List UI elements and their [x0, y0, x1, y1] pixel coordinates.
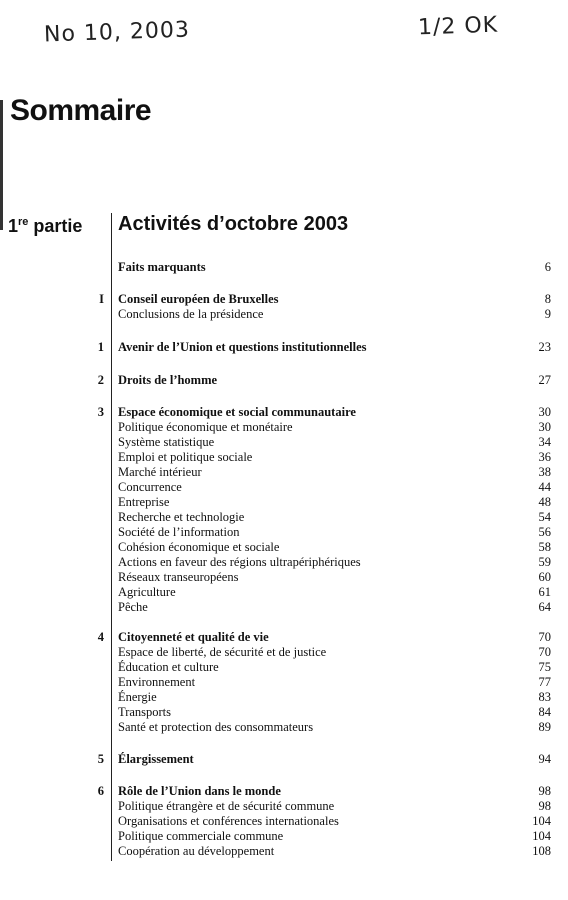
toc-section-heading[interactable]	[0, 259, 568, 275]
toc-entry[interactable]	[0, 645, 568, 660]
toc-entry-label: Environnement	[118, 675, 196, 689]
section-page-number: 8	[544, 292, 551, 306]
toc-entry-page-number: 34	[538, 435, 551, 449]
toc-entry[interactable]	[0, 814, 568, 829]
toc-entry-page-number: 77	[538, 675, 551, 689]
toc-section	[0, 372, 568, 388]
section-title: Espace économique et social communautaire	[118, 405, 356, 419]
toc-entry[interactable]	[0, 540, 568, 555]
section-number: 6	[97, 784, 104, 798]
toc-entry-label: Société de l’information	[118, 525, 240, 539]
toc-entry[interactable]	[0, 660, 568, 675]
section-page-number: 27	[538, 373, 551, 387]
toc-entry-page-number: 56	[538, 525, 551, 539]
toc-entry-label: Pêche	[118, 600, 148, 614]
toc-entry[interactable]	[0, 690, 568, 705]
toc-entry-page-number: 89	[538, 720, 551, 734]
toc-entry-page-number: 38	[538, 465, 551, 479]
toc-entry[interactable]	[0, 585, 568, 600]
toc-entry-page-number: 104	[532, 829, 551, 843]
toc-entry-page-number: 84	[538, 705, 551, 719]
toc-entry-label: Agriculture	[118, 585, 176, 599]
toc-entry[interactable]	[0, 600, 568, 615]
scan-edge-line	[0, 100, 3, 230]
toc-entry[interactable]	[0, 829, 568, 844]
toc-entry-label: Emploi et politique sociale	[118, 450, 253, 464]
toc-entry[interactable]	[0, 570, 568, 585]
toc-entry-page-number: 30	[538, 420, 551, 434]
toc-entry[interactable]	[0, 465, 568, 480]
toc-entry-page-number: 61	[538, 585, 551, 599]
toc-entry-page-number: 9	[544, 307, 551, 321]
toc-entry-label: Espace de liberté, de sécurité et de justice	[118, 645, 327, 659]
toc-section	[0, 259, 568, 275]
toc-section-heading[interactable]	[0, 751, 568, 767]
toc-entry[interactable]	[0, 525, 568, 540]
toc-entry[interactable]	[0, 844, 568, 859]
toc-entry-page-number: 60	[538, 570, 551, 584]
toc-entry-page-number: 48	[538, 495, 551, 509]
toc-entry-label: Conclusions de la présidence	[118, 307, 264, 321]
toc-entry-label: Organisations et conférences internationales	[118, 814, 339, 828]
toc-entry-page-number: 59	[538, 555, 551, 569]
toc-entry-page-number: 75	[538, 660, 551, 674]
section-number: 4	[97, 630, 104, 644]
handwritten-check-note: 1/2 OK	[417, 12, 499, 41]
toc-entry[interactable]	[0, 495, 568, 510]
toc-entry-label: Cohésion économique et sociale	[118, 540, 280, 554]
toc-section	[0, 339, 568, 355]
toc-entry-page-number: 104	[532, 814, 551, 828]
toc-entry-label: Système statistique	[118, 435, 215, 449]
toc-entry-label: Politique économique et monétaire	[118, 420, 293, 434]
toc-entry[interactable]	[0, 799, 568, 814]
section-page-number: 70	[538, 630, 551, 644]
section-title: Rôle de l’Union dans le monde	[118, 784, 281, 798]
toc-entry-page-number: 98	[538, 799, 551, 813]
part-label	[8, 216, 82, 237]
section-title: Conseil européen de Bruxelles	[118, 292, 279, 306]
section-page-number: 30	[538, 405, 551, 419]
part-label-number: 1	[8, 216, 19, 236]
toc-entry[interactable]	[0, 307, 568, 322]
toc-entry[interactable]	[0, 450, 568, 465]
toc-entry-label: Recherche et technologie	[118, 510, 245, 524]
toc-section	[0, 783, 568, 859]
toc-entry[interactable]	[0, 705, 568, 720]
toc-entry-page-number: 83	[538, 690, 551, 704]
section-page-number: 98	[538, 784, 551, 798]
toc-entry[interactable]	[0, 555, 568, 570]
toc-entry-label: Entreprise	[118, 495, 170, 509]
section-title: Citoyenneté et qualité de vie	[118, 630, 269, 644]
section-number: I	[99, 292, 104, 306]
section-number: 3	[97, 405, 104, 419]
toc-entry[interactable]	[0, 510, 568, 525]
toc-entry[interactable]	[0, 420, 568, 435]
toc-entry[interactable]	[0, 675, 568, 690]
section-number: 1	[97, 340, 104, 354]
toc-entry-label: Concurrence	[118, 480, 182, 494]
toc-entry-page-number: 58	[538, 540, 551, 554]
toc-entry-label: Énergie	[118, 690, 157, 704]
section-number: 5	[97, 752, 104, 766]
toc-section-heading[interactable]	[0, 291, 568, 307]
toc-entry-page-number: 36	[538, 450, 551, 464]
toc-section	[0, 629, 568, 735]
section-page-number: 94	[538, 752, 551, 766]
section-title: Avenir de l’Union et questions institutionnelles	[118, 340, 367, 354]
page-title: Sommaire	[10, 94, 152, 127]
part-label-suffix: re	[18, 216, 29, 228]
handwritten-issue-note: No 10, 2003	[43, 17, 191, 48]
toc-section-heading[interactable]	[0, 629, 568, 645]
toc-entry[interactable]	[0, 480, 568, 495]
section-title: Droits de l’homme	[118, 373, 218, 387]
toc-entry-page-number: 54	[538, 510, 551, 524]
toc-entry-page-number: 70	[538, 645, 551, 659]
toc-entry-label: Politique étrangère et de sécurité commune	[118, 799, 335, 813]
toc-section	[0, 291, 568, 322]
toc-entry[interactable]	[0, 720, 568, 735]
toc-entry-page-number: 64	[538, 600, 551, 614]
toc-entry-label: Politique commerciale commune	[118, 829, 284, 843]
toc-entry-label: Coopération au développement	[118, 844, 275, 858]
toc-section	[0, 404, 568, 615]
toc-entry-label: Réseaux transeuropéens	[118, 570, 239, 584]
part-label-word: partie	[28, 216, 83, 236]
toc-entry-label: Santé et protection des consommateurs	[118, 720, 314, 734]
toc-section-heading[interactable]	[0, 404, 568, 420]
section-title: Élargissement	[118, 752, 194, 766]
toc-entry-label: Éducation et culture	[118, 660, 219, 674]
toc-entry[interactable]	[0, 435, 568, 450]
toc-entry-label: Transports	[118, 705, 172, 719]
section-page-number: 23	[538, 340, 551, 354]
section-number: 2	[97, 373, 104, 387]
toc-entry-page-number: 108	[532, 844, 551, 858]
toc-section-heading[interactable]	[0, 339, 568, 355]
part-title: Activités d’octobre 2003	[118, 213, 349, 235]
toc-entry-label: Marché intérieur	[118, 465, 202, 479]
section-title: Faits marquants	[118, 260, 206, 274]
toc-entry-page-number: 44	[538, 480, 551, 494]
toc-section	[0, 751, 568, 767]
toc-section-heading[interactable]	[0, 372, 568, 388]
toc-section-heading[interactable]	[0, 783, 568, 799]
toc-entry-label: Actions en faveur des régions ultrapériphériques	[118, 555, 361, 569]
section-page-number: 6	[544, 260, 551, 274]
